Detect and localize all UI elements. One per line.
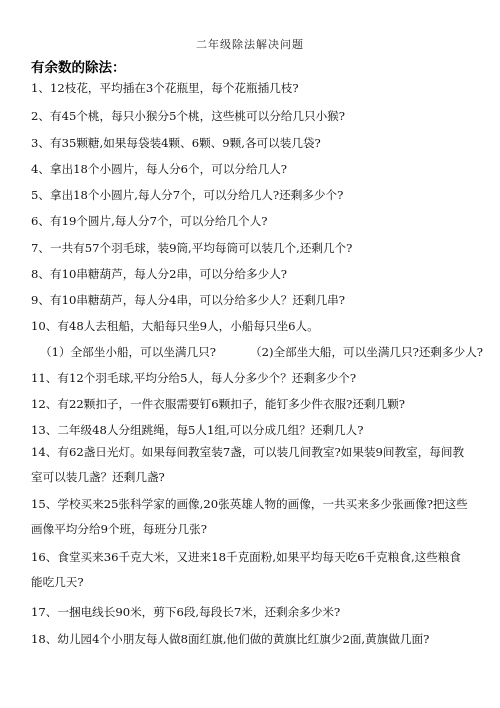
question-4: 4、拿出18个小圆片，每人分6个，可以分给几人?: [31, 162, 288, 176]
question-5: 5、拿出18个小圆片,每人分7个，可以分给几人?还剩多少个?: [31, 188, 344, 202]
document-title: 二年级除法解决问题: [196, 38, 304, 51]
question-10-part-2: （2)全部坐大船，可以坐满几只?还剩多少人?: [250, 345, 484, 359]
question-11: 11、有12个羽毛球,平均分给5人，每人分多少个？还剩多少个?: [31, 371, 357, 385]
question-1: 1、12枝花，平均插在3个花瓶里，每个花瓶插几枝?: [31, 81, 299, 95]
question-18: 18、幼儿园4个小朋友每人做8面红旗,他们做的黄旗比红旗少2面,黄旗做几面?: [31, 632, 430, 646]
question-16: 16、食堂买来36千克大米，又进来18千克面粉,如果平均每天吃6千克粮食,这些粮食能吃几天?: [31, 550, 462, 589]
question-10: 10、有48人去租船，大船每只坐9人，小船每只坐6人。: [31, 319, 319, 333]
question-12: 12、有22颗扣子，一件衣服需要钉6颗扣子，能钉多少件衣服?还剩几颗?: [31, 397, 405, 411]
question-14: 14、有62盏日光灯。如果每间教室装7盏，可以装几间教室?如果装9间教室，每间教室可以装几盏？还剩几盏?: [31, 445, 465, 484]
question-8: 8、有10串糖葫芦，每人分2串，可以分给多少人?: [31, 267, 288, 281]
question-2: 2、有45个桃，每只小猴分5个桃，这些桃可以分给几只小猴?: [31, 109, 345, 123]
question-13: 13、二年级48人分组跳绳，每5人1组,可以分成几组？还剩几人?: [31, 423, 364, 437]
question-15: 15、学校买来25张科学家的画像,20张英雄人物的画像，一共买来多少张画像?把这些画像平均分给9个班，每班分几张?: [31, 497, 468, 536]
section-heading: 有余数的除法：: [31, 60, 126, 76]
question-9: 9、有10串糖葫芦，每人分4串，可以分给多少人？还剩几串?: [31, 293, 345, 307]
question-7: 7、一共有57个羽毛球，装9筒,平均每筒可以装几个,还剩几个?: [31, 241, 353, 255]
question-17: 17、一捆电线长90米，剪下6段,每段长7米，还剩余多少米?: [31, 605, 341, 619]
question-6: 6、有19个圆片,每人分7个，可以分给几个人?: [31, 214, 268, 228]
question-10-part-1: （1）全部坐小船，可以坐满几只?: [40, 345, 216, 359]
question-3: 3、有35颗糖,如果每袋装4颗、6颗、9颗,各可以装几袋?: [31, 136, 321, 150]
